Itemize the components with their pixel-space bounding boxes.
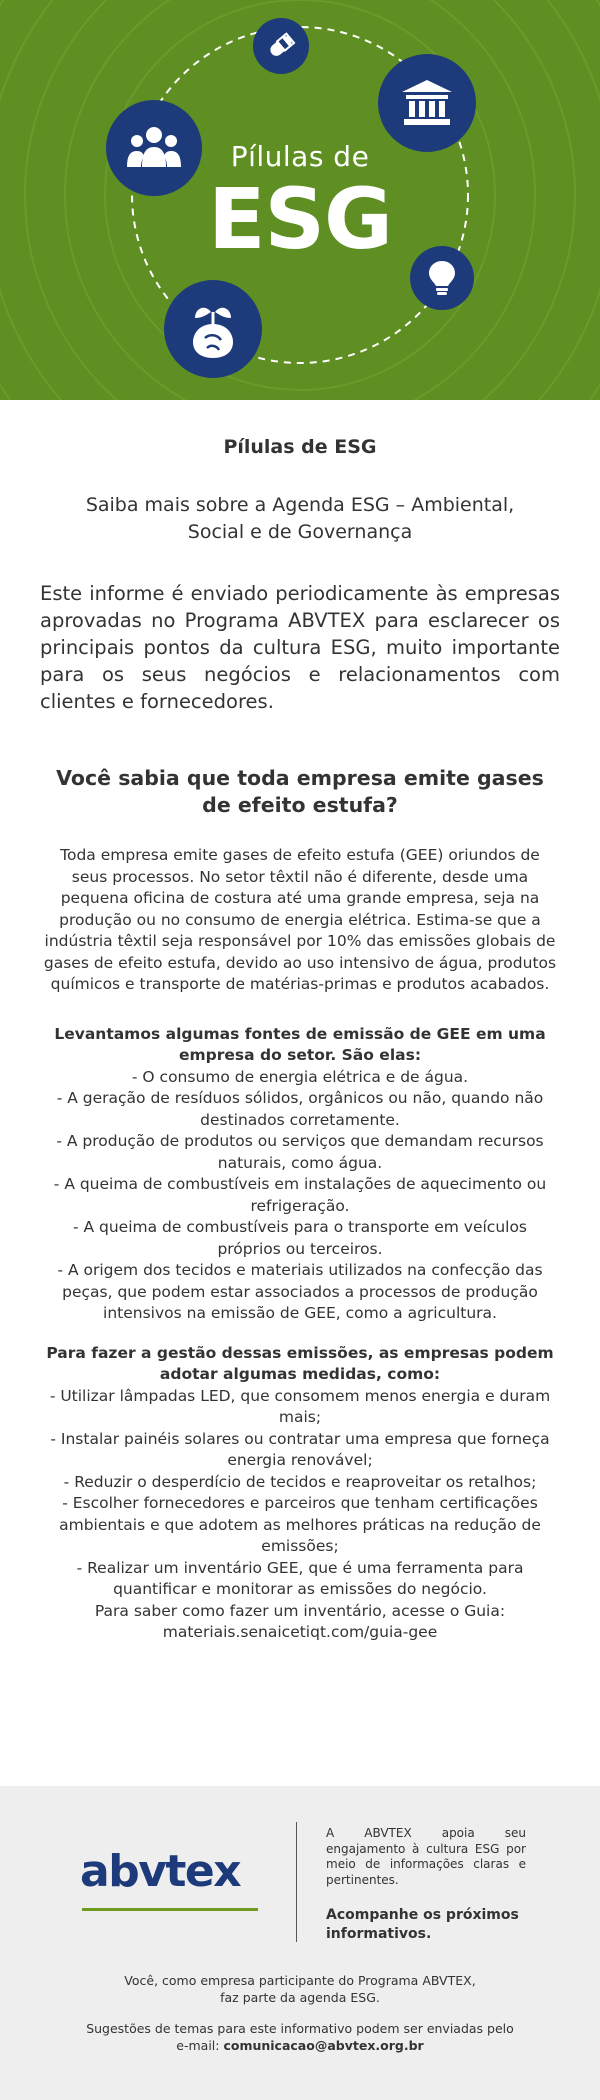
- pill-icon: [253, 18, 309, 74]
- section-heading: Você sabia que toda empresa emite gases de efeito estufa?: [56, 766, 544, 817]
- emission-sources-block: [40, 1024, 560, 1325]
- bank-icon: [378, 54, 476, 152]
- footer-follow-text: Acompanhe os próximos informativos.: [326, 1907, 519, 1942]
- guide-link[interactable]: materiais.senaicetiqt.com/guia-gee: [162, 1623, 438, 1641]
- footer-note-line: faz parte da agenda ESG.: [220, 1990, 380, 2005]
- logo-text: abvtex: [80, 1846, 241, 1897]
- hero-banner: [0, 0, 600, 400]
- list-item: - Utilizar lâmpadas LED, que consomem menos energia e duram mais;: [49, 1386, 551, 1426]
- footer-note-line: [0, 2037, 600, 2054]
- list-item: - A queima de combustíveis para o transporte em veículos próprios ou terceiros.: [72, 1218, 528, 1258]
- page-subtitle: Saiba mais sobre a Agenda ESG – Ambiental, Social e de Governança: [85, 494, 515, 543]
- main-content: [0, 400, 600, 1644]
- hero-title-small: Pílulas de: [230, 140, 370, 173]
- body-paragraph: Toda empresa emite gases de efeito estufa (GEE) oriundos de seus processos. No setor têxtil não é diferente, desde uma pequena oficina de costura até uma grande empresa, seja na produção ou no consumo de energia elétrica. Estima-se que a indústria têxtil seja responsável por 10% das emissões globais de gases de efeito estufa, devido ao uso intensivo de água, produtos químicos e transporte de matérias-primas e produtos acabados.: [43, 846, 557, 993]
- list-item: - O consumo de energia elétrica e de água.: [131, 1067, 469, 1086]
- logo-underline: [82, 1908, 258, 1911]
- footer: [0, 1786, 600, 2100]
- list-item: - A queima de combustíveis em instalações de aquecimento ou refrigeração.: [53, 1175, 547, 1215]
- email-prefix: e-mail:: [176, 2038, 224, 2053]
- intro-paragraph: Este informe é enviado periodicamente às empresas aprovadas no Programa ABVTEX para esclarecer os principais pontos da cultura ESG, muito importante para os seus negócios e relacionamentos com clientes e fornecedores.: [40, 582, 560, 713]
- list-item: - Reduzir o desperdício de tecidos e reaproveitar os retalhos;: [63, 1472, 537, 1491]
- footer-description: A ABVTEX apoia seu engajamento à cultura ESG por meio de informações claras e pertinentes.: [326, 1826, 526, 1887]
- abvtex-logo[interactable]: [80, 1846, 260, 1926]
- list-item: - Realizar um inventário GEE, que é uma ferramenta para quantificar e monitorar as emissões do negócio.: [76, 1558, 524, 1598]
- list-item: - A produção de produtos ou serviços que demandam recursos naturais, como água.: [56, 1132, 544, 1172]
- list-item: - Instalar painéis solares ou contratar uma empresa que forneça energia renovável;: [50, 1429, 550, 1469]
- page-title: Pílulas de ESG: [223, 436, 377, 458]
- footer-note-suggestions: [0, 2020, 600, 2054]
- list-item: - A origem dos tecidos e materiais utilizados na confecção das peças, que podem estar associados a processos de produção intensivos na emissão de GEE, como a agricultura.: [57, 1261, 543, 1322]
- plant-icon: [164, 280, 262, 378]
- footer-note-line: Você, como empresa participante do Programa ABVTEX,: [124, 1973, 476, 1988]
- guide-intro-text: Para saber como fazer um inventário, acesse o Guia:: [94, 1601, 506, 1620]
- email-link[interactable]: comunicacao@abvtex.org.br: [223, 2038, 424, 2053]
- list-item: - A geração de resíduos sólidos, orgânicos ou não, quando não destinados corretamente.: [56, 1089, 544, 1129]
- measures-heading: Para fazer a gestão dessas emissões, as empresas podem adotar algumas medidas, como:: [46, 1343, 554, 1383]
- footer-divider: [296, 1822, 297, 1942]
- list-item: - Escolher fornecedores e parceiros que tenham certificações ambientais e que adotem as melhores práticas na redução de emissões;: [59, 1494, 541, 1555]
- hero-title-big: ESG: [208, 170, 392, 268]
- emission-sources-heading: Levantamos algumas fontes de emissão de GEE em uma empresa do setor. São elas:: [54, 1024, 546, 1064]
- footer-note-line: Sugestões de temas para este informativo podem ser enviadas pelo: [86, 2021, 514, 2036]
- measures-block: [40, 1343, 560, 1644]
- footer-note-participant: [0, 1972, 600, 2006]
